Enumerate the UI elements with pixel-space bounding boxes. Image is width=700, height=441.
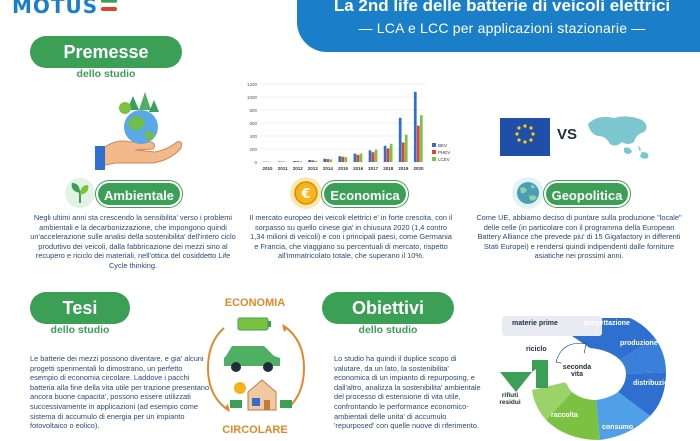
chart-legend-swatch [432, 157, 436, 161]
page-subtitle: — LCA e LCC per applicazioni stazionarie — [358, 20, 646, 36]
obiettivi-title: Obiettivi [351, 298, 424, 318]
chart-xtick-label: 2010 [262, 166, 273, 171]
globe-icon [511, 176, 545, 210]
tesi-pill [30, 292, 130, 324]
obiettivi-text: Lo studio ha quindi il duplice scopo di valutare, da un lato, la sostenibilita' economica di un impianto di repurposing, e dall'altro, analizza la sostenibilita' ambientale del processo di estensione di vita utile, confrontando le performance economico-ambientali delle unita' di accumulo 'repurposed' con quelle nuove di riferimento. [334, 354, 481, 431]
chart-bar [414, 92, 417, 162]
chart-bar [296, 161, 299, 162]
chart-xtick-label: 2012 [292, 166, 303, 171]
logo-mark-icon [101, 0, 117, 11]
chart-bar [387, 148, 390, 162]
chart-xtick-label: 2018 [383, 166, 394, 171]
obiettivi-subtitle: dello studio [358, 324, 418, 336]
title-banner [297, 0, 700, 52]
chart-legend-label: BEV [438, 143, 448, 148]
svg-text:€: € [301, 187, 311, 202]
eu-flag-icon [500, 118, 550, 156]
chart-xtick-label: 2017 [368, 166, 379, 171]
chart-xtick-label: 2011 [277, 166, 288, 171]
chart-legend-label: LCEV [438, 157, 450, 162]
chart-bar [405, 135, 408, 162]
chart-bar [338, 156, 341, 162]
chart-bar [329, 159, 332, 162]
chart-ytick-label: 0 [254, 160, 257, 165]
chart-bar [402, 143, 405, 163]
chart-xtick-label: 2014 [322, 166, 333, 171]
chart-bar [323, 159, 326, 162]
chart-ytick-label: 1000 [246, 95, 257, 100]
hand-globe-icon [95, 84, 187, 172]
chart-bar [345, 157, 348, 162]
geopolitica-text: Come UE, abbiamo deciso di puntare sulla produzione "locale" delle celle (in particolare con il programma della European Battery Alliance che prevede piu' di 15 Gigafactory in differenti Stati Europei) e rendersi quindi indipendenti dalle forniture asiatiche nei prossimi anni. [476, 213, 682, 261]
premesse-title: Premesse [63, 42, 149, 62]
chart-ytick-label: 800 [249, 108, 257, 113]
chart-bar [278, 161, 281, 162]
lc-riciclo: riciclo [526, 346, 547, 353]
economica-label: Economica [330, 188, 400, 203]
chart-xtick-label: 2013 [307, 166, 318, 171]
chart-bar [314, 161, 317, 162]
chart-ytick-label: 1200 [246, 82, 257, 87]
chart-xtick-label: 2019 [398, 166, 409, 171]
circular-bottom-label: CIRCOLARE [222, 424, 288, 436]
lc-produzione: produzione [620, 340, 658, 347]
plant-icon [64, 177, 96, 209]
chart-bar [384, 146, 387, 162]
chart-ytick-label: 200 [249, 147, 257, 152]
page-title: La 2nd life delle batterie di veicoli elettrici [333, 0, 671, 15]
tesi-subtitle: dello studio [50, 324, 110, 336]
circular-top-label: ECONOMIA [224, 297, 286, 309]
circular-economy-icon [204, 312, 308, 424]
chart-bar [293, 161, 296, 162]
economica-text: Il mercato europeo dei veicoli elettrici e' in forte crescita, con il sorpasso su quello cinese gia' in chiusura 2020 (1,4 contro 1,34 milioni di veicoli) e con i principali paesi, come Germania e Francia, che viaggiano su percentuali di mercato, rispetto all'immatricolato totale, che superano il 10%. [249, 213, 453, 261]
chart-xtick-label: 2020 [413, 166, 424, 171]
lc-consumo: consumo [602, 424, 634, 431]
vs-label: VS [557, 126, 578, 143]
geopolitica-label: Geopolitica [551, 188, 623, 203]
chart-bar [372, 152, 375, 162]
lc-materie-prime: materie prime [512, 320, 558, 327]
chart-bar [357, 155, 360, 162]
chart-bar [420, 115, 423, 162]
chart-bar [390, 144, 393, 162]
asia-map-icon [584, 112, 654, 162]
lc-seconda-vita: seconda vita [562, 364, 592, 378]
chart-bar [308, 160, 311, 162]
chart-xtick-label: 2016 [353, 166, 364, 171]
ambientale-text: Negli ultimi anni sta crescendo la sensibilita' verso i problemi ambientali e la decarbonizzazione, che impongono quindi un'accelerazione sulle analisi della sostenibilita' dell'intero ciclo produttivo dei veicoli, dalla fabbricazione dei mezzi sino al recupero e riciclo dei materiali, nell'ottica del cosiddetto Life Cycle thinking. [30, 213, 236, 270]
premesse-subtitle: dello studio [76, 68, 136, 80]
lc-raccolta: raccolta [551, 412, 578, 419]
tesi-text: Le batterie dei mezzi possono diventare, e gia' alcuni progetti sperimentali lo dimostrano, un perfetto esempio di economia circolare. Laddove i pacchi batteria alla fine della vita utile per trazione presentano ancora buone capacita', possono essere utilizzati successivamente in applicazioni (ad esempio come sistema di accumulo di energia per un impianto fotovoltaico o eolico). [30, 354, 210, 431]
chart-bar [341, 157, 344, 162]
ev-sales-bar-chart [240, 80, 462, 176]
motus-logo [12, 0, 117, 18]
chart-legend-swatch [432, 150, 436, 154]
tesi-title: Tesi [62, 298, 98, 318]
chart-bar [326, 159, 329, 162]
ambientale-label: Ambientale [103, 188, 175, 203]
chart-bar [399, 118, 402, 162]
geopolitica-pill [544, 181, 630, 207]
logo-text: MOTUS [12, 0, 99, 18]
chart-bar [299, 161, 302, 162]
premesse-pill [30, 36, 182, 68]
ambientale-pill [96, 181, 182, 207]
chart-ytick-label: 400 [249, 134, 257, 139]
chart-bar [375, 150, 378, 162]
chart-ytick-label: 600 [249, 121, 257, 126]
lc-distribuzione: distribuzione [633, 380, 677, 387]
chart-legend-label: PHEV [438, 150, 451, 155]
chart-legend-swatch [432, 143, 436, 147]
obiettivi-pill [322, 292, 454, 324]
coin-icon [289, 176, 323, 210]
chart-bar [311, 160, 314, 162]
economica-pill [322, 181, 408, 207]
chart-bar [417, 126, 420, 162]
chart-xtick-label: 2015 [337, 166, 349, 171]
lc-rifiuti-residui: rifiuti residui [499, 392, 521, 406]
chart-bar [369, 150, 372, 162]
lc-progettazione: progettazione [584, 320, 630, 327]
chart-bar [360, 154, 363, 162]
chart-bar [354, 154, 357, 162]
